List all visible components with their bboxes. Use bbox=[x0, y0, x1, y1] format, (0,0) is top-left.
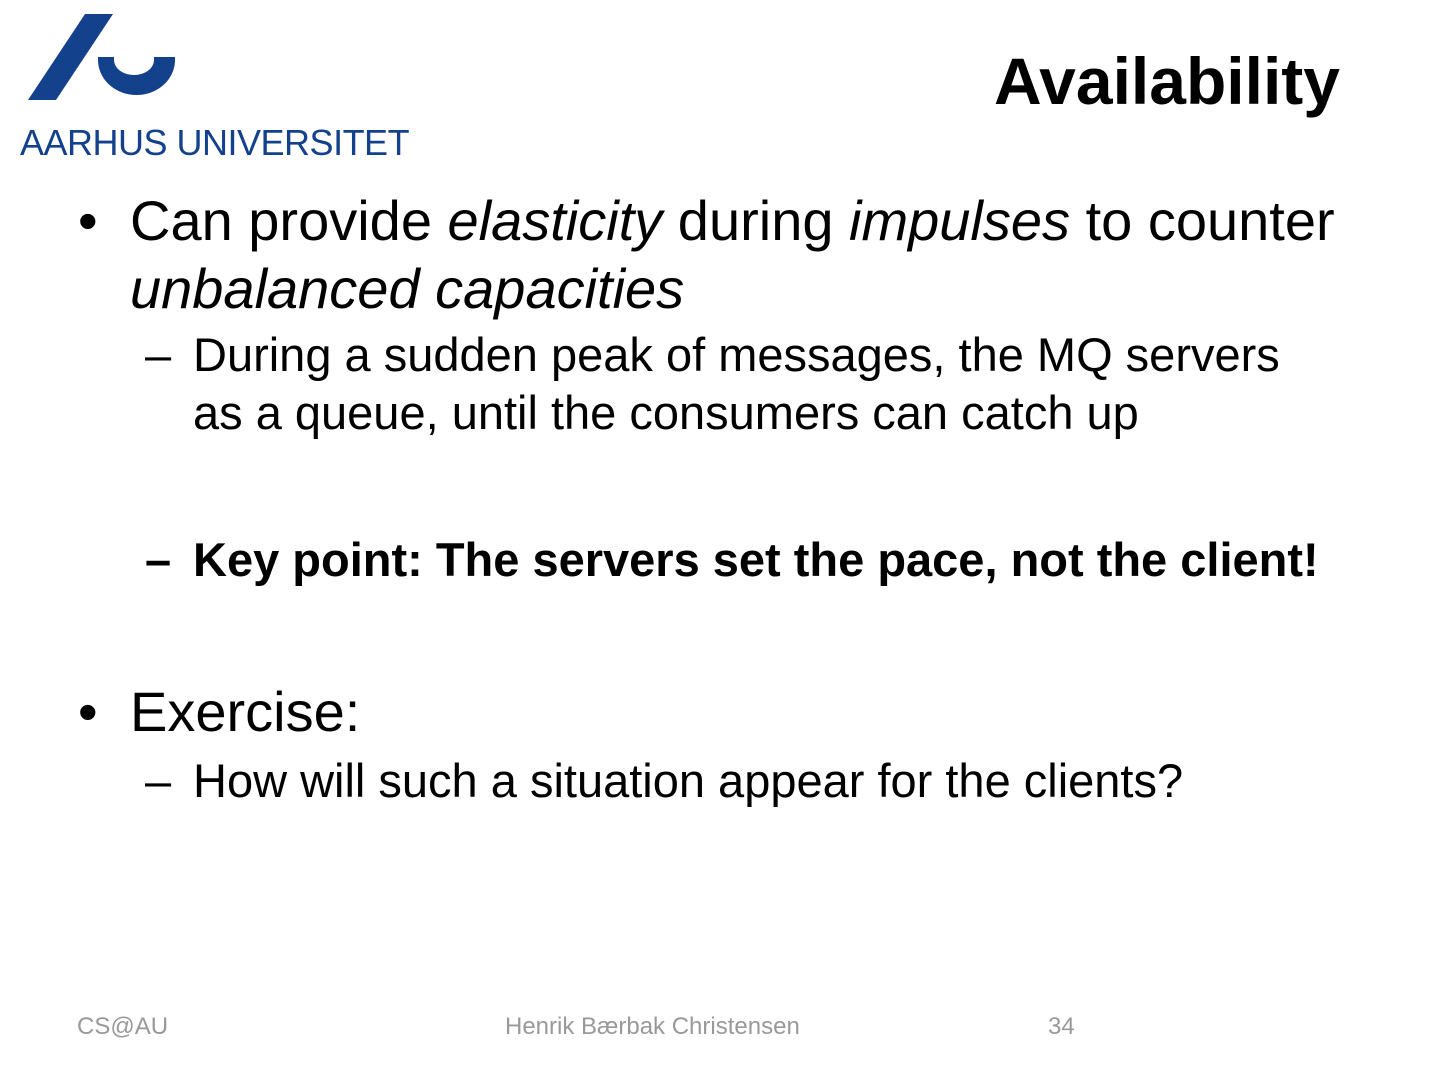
bullet-marker: • bbox=[78, 680, 98, 743]
au-logo-icon bbox=[22, 8, 182, 108]
bullet-marker: • bbox=[78, 189, 98, 252]
dash-marker: – bbox=[145, 754, 172, 807]
footer-page-number: 34 bbox=[1048, 1013, 1075, 1040]
footer-author: Henrik Bærbak Christensen bbox=[505, 1013, 800, 1040]
sub-bullet-text: During a sudden peak of messages, the MQ servers as a queue, until the consumers can catch up bbox=[193, 328, 1280, 439]
au-logo-text: AARHUS UNIVERSITET bbox=[20, 122, 410, 163]
dash-marker: – bbox=[145, 533, 172, 586]
bullet-item-1 bbox=[78, 187, 1335, 323]
sub-bullet-item-2 bbox=[145, 752, 1184, 810]
bullet-text: Can provide elasticity during impulses to counter unbalanced capacities bbox=[130, 189, 1335, 320]
bullet-item-2 bbox=[78, 678, 361, 746]
sub-bullet-text: How will such a situation appear for the clients? bbox=[193, 754, 1184, 807]
sub-bullet-item-1 bbox=[145, 326, 1280, 442]
page-title: Availability bbox=[993, 44, 1340, 118]
bullet-text: Exercise: bbox=[130, 680, 361, 743]
key-point-item bbox=[145, 531, 1319, 589]
key-point-text: Key point: The servers set the pace, not the client! bbox=[193, 533, 1319, 586]
footer-course: CS@AU bbox=[77, 1013, 169, 1040]
dash-marker: – bbox=[145, 328, 172, 381]
